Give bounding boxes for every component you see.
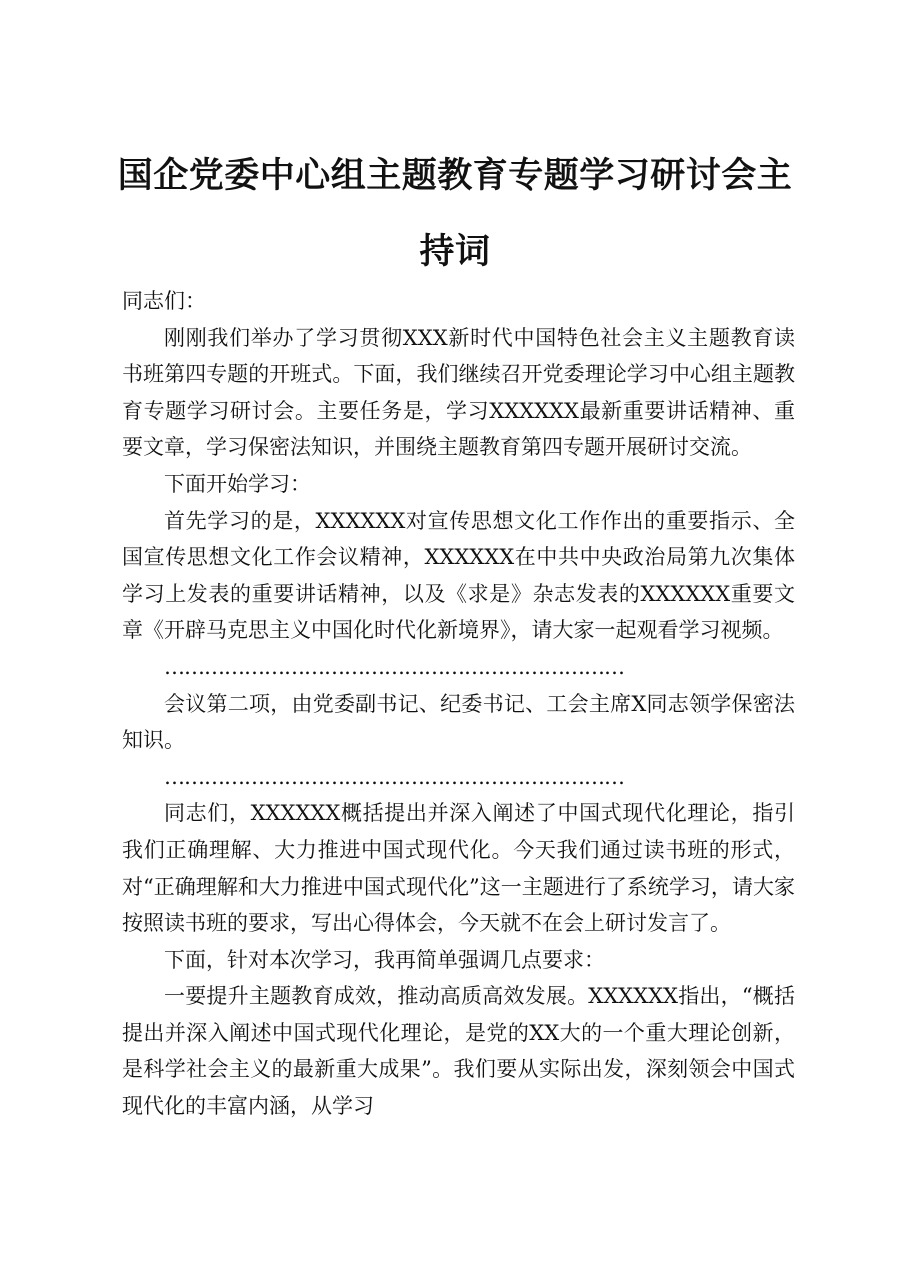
- paragraph-opening: 刚刚我们举办了学习贯彻XXX新时代中国特色社会主义主题教育读书班第四专题的开班式。下面，我们继续召开党委理论学习中心组主题教育专题学习研讨会。主要任务是，学习XXXXXX最新重要讲话精神、重要文章，学习保密法知识，并围绕主题教育第四专题开展研讨交流。: [122, 325, 795, 460]
- paragraph-first-study: 首先学习的是，XXXXXX对宣传思想文化工作作出的重要指示、全国宣传思想文化工作会议精神，XXXXXX在中共中央政治局第九次集体学习上发表的重要讲话精神，以及《求是》杂志发表的XXXXXX重要文章《开辟马克思主义中国化时代化新境界》，请大家一起观看学习视频。: [122, 508, 795, 643]
- document-title: 国企党委中心组主题教育专题学习研讨会主持词: [117, 155, 793, 272]
- salutation: 同志们：: [122, 289, 206, 313]
- ellipsis-separator: ……………………………………………………………: [164, 764, 624, 789]
- ellipsis-separator: ……………………………………………………………: [164, 654, 624, 679]
- paragraph-requirements-intro: 下面，针对本次学习，我再简单强调几点要求：: [164, 947, 605, 972]
- paragraph-second-item: 会议第二项，由党委副书记、纪委书记、工会主席X同志领学保密法知识。: [122, 691, 795, 753]
- document-body: [122, 283, 795, 1125]
- paragraph-summary: 同志们，XXXXXX概括提出并深入阐述了中国式现代化理论，指引我们正确理解、大力推进中国式现代化。今天我们通过读书班的形式，对“正确理解和大力推进中国式现代化”这一主题进行了系统学习，请大家按照读书班的要求，写出心得体会，今天就不在会上研讨发言了。: [122, 801, 795, 936]
- paragraph-requirement-one: 一要提升主题教育成效，推动高质高效发展。XXXXXX指出，“概括提出并深入阐述中国式现代化理论，是党的XX大的一个重大理论创新，是科学社会主义的最新重大成果”。我们要从实际出发，深刻领会中国式现代化的丰富内涵，从学习: [122, 984, 795, 1119]
- paragraph-start-study: 下面开始学习：: [164, 471, 311, 496]
